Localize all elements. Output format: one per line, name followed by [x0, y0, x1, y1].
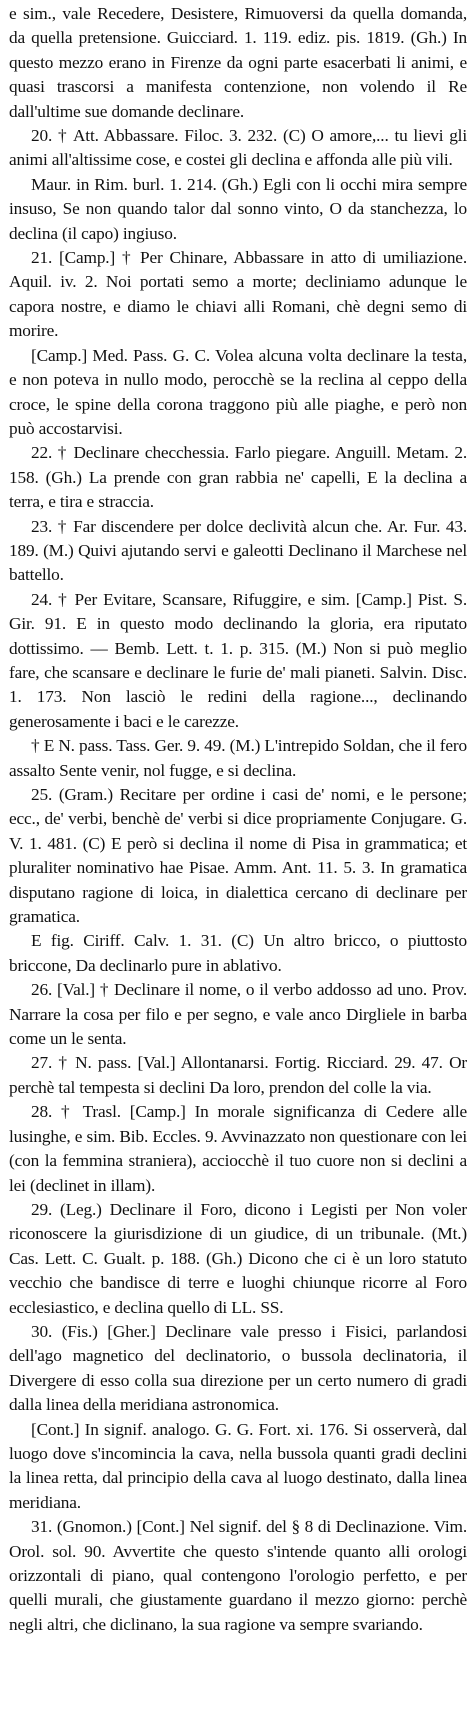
paragraph-sense-22: 22. † Declinare checchessia. Farlo piegare. Anguill. Metam. 2. 158. (Gh.) La prende con gran rabbia ne' capelli, E la declina a terra, e tira e straccia. — [9, 443, 467, 512]
paragraph-sense-26: 26. [Val.] † Declinare il nome, o il verbo addosso ad uno. Prov. Narrare la cosa per filo e per segno, e vale anco Dirgliele in barba come un le senta. — [9, 980, 467, 1049]
paragraph-sense-23: 23. † Far discendere per dolce declività alcun che. Ar. Fur. 43. 189. (M.) Quivi ajutando servi e galeotti Declinano il Marchese nel battello. — [9, 516, 467, 585]
paragraph-sense-30-cont: [Cont.] In signif. analogo. G. G. Fort. xi. 176. Si osserverà, dal luogo dove s'incomincia la cava, nella bussola quanti gradi declini la linea retta, dal principio della cava al luogo destinato, dalla linea meridiana. — [9, 1419, 467, 1512]
paragraph-sense-31: 31. (Gnomon.) [Cont.] Nel signif. del § 8 di Declinazione. Vim. Orol. sol. 90. Avvertite che questo s'intende quanto alli orologi orizzontali di piano, qual contengono l'orologio perfetto, e per quelli murali, che giustamente guardano il mezzo giorno: perchè negli altri, che diclinano, la sua ragione va sempre svariando. — [9, 1517, 467, 1634]
paragraph-sense-29: 29. (Leg.) Declinare il Foro, dicono i Legisti per Non voler riconoscere la giurisdizione di un giudice, di un tribunale. (Mt.) Cas. Lett. C. Gualt. p. 188. (Gh.) Dicono che ci è un loro statuto vecchio che bandisce di terre e luoghi chiunque ricorre al Foro ecclesiastico, e declina quello di LL. SS. — [9, 1199, 467, 1317]
paragraph-sense-21-example: [Camp.] Med. Pass. G. C. Volea alcuna volta declinare la testa, e non poteva in nullo modo, perocchè se la reclina al ceppo della croce, le spine della corona traggono più alle piaghe, e però non può accostarvisi. — [9, 345, 467, 438]
paragraph-sense-25: 25. (Gram.) Recitare per ordine i casi de' nomi, e le persone; ecc., de' verbi, benchè de' verbi si dice propriamente Conjugare. G. V. 1. 481. (C) E però si declina il nome di Pisa in grammatica; et pluraliter nominativo hae Pisae. Amm. Ant. 11. 5. 3. In gramatica disputano ragione di loica, in dialettica cercano di declinare per gramatica. — [9, 785, 467, 927]
paragraph-sense-27: 27. † N. pass. [Val.] Allontanarsi. Fortig. Ricciard. 29. 47. Or perchè tal tempesta si declini Da loro, prendon del colle la via. — [9, 1053, 467, 1097]
paragraph-sense-21: 21. [Camp.] † Per Chinare, Abbassare in atto di umiliazione. Aquil. iv. 2. Noi portati semo a morte; decliniamo adunque le capora nostre, e diamo le chiavi alli Romani, chè degni semo di morire. — [9, 248, 467, 341]
paragraph-continuation: e sim., vale Recedere, Desistere, Rimuoversi da quella domanda, da quella pretensione. Guicciard. 1. 119. ediz. pis. 1819. (Gh.) In questo mezzo erano in Firenze da ogni parte esacerbati li animi, e quasi trascorsi a manifesta contenzione, non volendo il Re dall'ultime sue domande declinare. — [9, 4, 467, 121]
paragraph-sense-30: 30. (Fis.) [Gher.] Declinare vale presso i Fisici, parlandosi dell'ago magnetico del declinatorio, o bussola declinatoria, il Divergere di esso colla sua direzione per un certo numero di gradi dalla linea della meridiana astronomica. — [9, 1321, 467, 1415]
paragraph-sense-25-fig: E fig. Ciriff. Calv. 1. 31. (C) Un altro bricco, o piuttosto briccone, Da declinarlo pure in ablativo. — [9, 931, 467, 975]
paragraph-sense-20-example: Maur. in Rim. burl. 1. 214. (Gh.) Egli con li occhi mira sempre insuso, Se non quando talor dal sonno vinto, O da stanchezza, lo declina (il capo) ingiuso. — [9, 174, 467, 243]
paragraph-sense-20: 20. † Att. Abbassare. Filoc. 3. 232. (C) O amore,... tu lievi gli animi all'altissime cose, e costei gli declina e affonda alle più vili. — [9, 126, 467, 170]
paragraph-sense-24: 24. † Per Evitare, Scansare, Rifuggire, e sim. [Camp.] Pist. S. Gir. 91. E in questo modo declinando la gloria, era riputato dottissimo. — Bemb. Lett. t. 1. p. 315. (M.) Non si può meglio fare, che scansare e declinare le furie de' mali pianeti. Salvin. Disc. 1. 173. Non lasciò le redini della ragione..., declinando generosamente i baci e le carezze. — [9, 589, 467, 731]
paragraph-sense-24-npass: † E N. pass. Tass. Ger. 9. 49. (M.) L'intrepido Soldan, che il fero assalto Sente venir, nol fugge, e si declina. — [9, 736, 467, 780]
paragraph-sense-28: 28. † Trasl. [Camp.] In morale significanza di Cedere alle lusinghe, e sim. Bib. Eccles. 9. Avvinazzato non questionare con lei (con la femmina straniera), acciocchè il tuo cuore non si declini a lei (declinet in illam). — [9, 1102, 467, 1195]
